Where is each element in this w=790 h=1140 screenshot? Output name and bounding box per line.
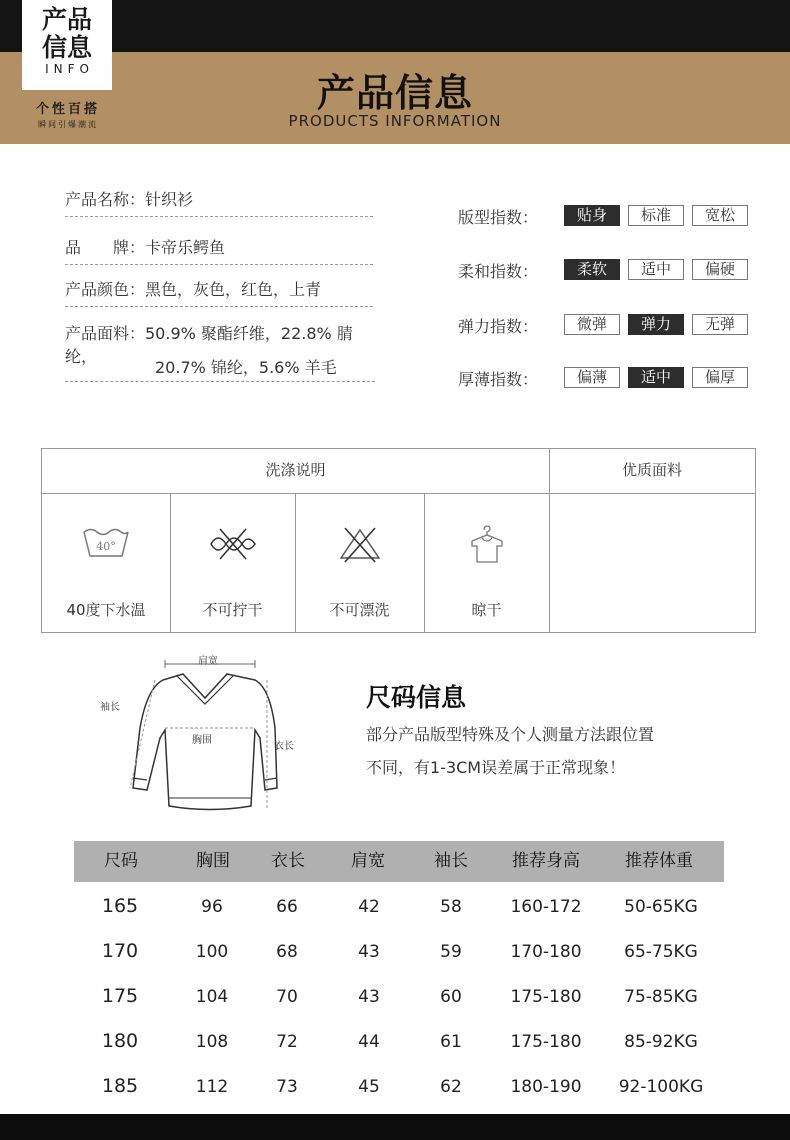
table-cell: 61 [440,1032,462,1052]
diagram-sleeve-label: 袖长 [100,702,120,713]
table-cell: 104 [195,987,229,1007]
size-cell: 185 [101,1075,139,1097]
table-cell: 175-180 [510,1032,582,1052]
wash-header: 洗涤说明 [42,449,549,494]
logo-line1: 产品 [41,5,92,34]
wash-label: 晾干 [471,601,502,619]
size-cell: 165 [101,895,139,917]
diagram-shoulder-label: 肩宽 [198,656,218,667]
th-weight: 推荐体重 [625,851,693,871]
index-option: 标准 [628,205,684,226]
table-cell: 180-190 [510,1077,582,1097]
table-cell: 73 [276,1077,298,1097]
wash-item [295,494,424,633]
table-cell: 42 [358,897,380,917]
table-cell: 68 [276,942,298,962]
index-option: 适中 [628,367,684,388]
table-cell: 43 [358,942,380,962]
product-brand [65,235,373,265]
index-option: 贴身 [564,205,620,226]
size-cell: 180 [101,1030,139,1052]
table-cell: 72 [276,1032,298,1052]
table-cell: 100 [195,942,229,962]
size-desc-line1: 部分产品版型特殊及个人测量方法跟位置 [366,725,655,744]
diagram-chest-label: 胸围 [192,735,212,746]
wash-item [42,494,170,633]
th-length: 衣长 [271,851,305,871]
size-table-header [74,841,724,882]
page-title: 产品信息 [316,71,473,115]
brand-key: 品 牌： [65,238,146,257]
bottom-bar [0,1114,790,1140]
index-label: 厚薄指数： [458,370,539,389]
product-fabric-line2: 20.7% 锦纶，5.6% 羊毛 [155,358,337,377]
logo-en: INFO [45,62,94,76]
product-color: 产品颜色：黑色，灰色，红色，上青 [65,277,373,307]
index-option: 偏厚 [692,367,748,388]
size-cell: 170 [101,940,139,962]
wash-label: 不可漂洗 [329,601,390,619]
index-option: 无弹 [692,314,748,335]
table-cell: 175-180 [510,987,582,1007]
hang-dry-icon [462,524,512,564]
fabric-header: 优质面料 [549,449,755,494]
index-label: 版型指数： [458,208,539,227]
index-option: 偏薄 [564,367,620,388]
no-bleach-icon [335,524,385,564]
index-label: 弹力指数： [458,317,539,336]
table-cell: 160-172 [510,897,582,917]
slogan-sub: 瞬间引爆潮流 [38,120,98,129]
index-option: 偏硬 [692,259,748,280]
index-option: 微弹 [564,314,620,335]
table-cell: 66 [276,897,298,917]
slogan-text: 个性百搭 [35,102,100,117]
table-cell: 75-85KG [624,987,698,1007]
table-cell: 62 [440,1077,462,1097]
table-cell: 44 [358,1032,380,1052]
index-label: 柔和指数： [458,262,539,281]
table-cell: 43 [358,987,380,1007]
table-cell: 59 [440,942,462,962]
wash-item [424,494,549,633]
th-shoulder: 肩宽 [351,851,385,871]
th-chest: 胸围 [196,851,230,871]
table-cell: 96 [201,897,223,917]
wash-temp: 40° [96,540,116,553]
wash-40-icon [81,524,131,564]
table-divider [549,449,550,632]
table-cell: 65-75KG [624,942,698,962]
wash-table [41,448,756,633]
no-wring-icon [208,524,258,564]
diagram-length-label: 衣长 [274,741,294,752]
index-option: 弹力 [628,314,684,335]
top-bar [0,0,790,52]
brand-value: 卡帝乐鳄鱼 [145,238,226,257]
table-cell: 60 [440,987,462,1007]
th-size: 尺码 [104,851,138,871]
index-option: 适中 [628,259,684,280]
th-height: 推荐身高 [512,851,580,871]
product-fabric-line1: 产品面料：50.9% 聚酯纤维，22.8% 腈纶， [65,324,353,366]
table-cell: 92-100KG [618,1077,704,1097]
fabric-divider [65,381,375,382]
index-option: 柔软 [564,259,620,280]
wash-label: 不可拧干 [202,601,263,619]
table-cell: 112 [195,1077,229,1097]
page-subtitle: PRODUCTS INFORMATION [288,112,502,130]
table-cell: 50-65KG [624,897,698,917]
product-name: 产品名称：针织衫 [65,187,373,217]
table-cell: 170-180 [510,942,582,962]
wash-item [170,494,295,633]
size-cell: 175 [101,985,139,1007]
table-cell: 108 [195,1032,229,1052]
table-cell: 70 [276,987,298,1007]
table-cell: 45 [358,1077,380,1097]
index-option: 宽松 [692,205,748,226]
size-title: 尺码信息 [366,683,467,712]
size-desc-line2: 不同，有1-3CM误差属于正常现象！ [366,758,626,777]
th-sleeve: 袖长 [434,851,468,871]
table-cell: 58 [440,897,462,917]
wash-label: 40度下水温 [66,601,146,619]
table-cell: 85-92KG [624,1032,698,1052]
logo-line2: 信息 [41,33,92,62]
